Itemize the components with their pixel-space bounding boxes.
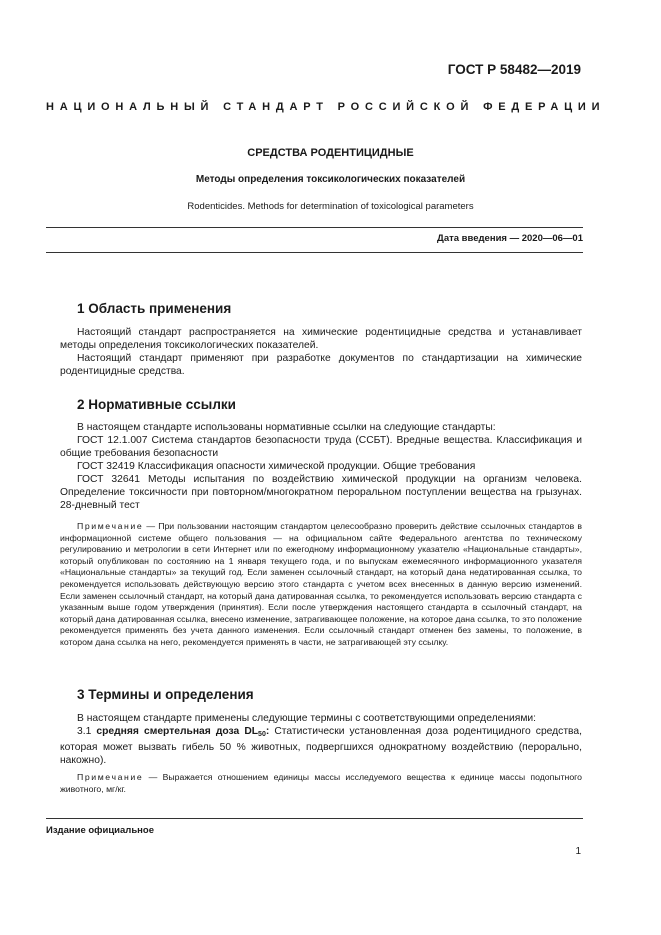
divider-top [46,227,583,228]
section-1-body [60,326,582,378]
standard-code: ГОСТ Р 58482—2019 [447,62,581,77]
document-title: СРЕДСТВА РОДЕНТИЦИДНЫЕ [247,147,414,159]
note-text: — При пользовании настоящим стандартом целесообразно проверить действие ссылочных стандартов в информационной системе общего пользования — на официальном сайте Федерального агентства по техническому регулированию и метрологии в сети Интернет или по ежегодному информационному указателю «Национальные стандарты», который опубликован по состоянию на 1 января текущего года, и по выпускам ежемесячного информационного указателя «Национальные стандарты» за текущий год. Если заменен ссылочный стандарт, на который дана недатированная ссылка, то рекомендуется использовать действующую версию этого стандарта с учетом всех внесенных в данную версию изменений. Если заменен ссылочный стандарт, на который дана датированная ссылка, то рекомендуется использовать версию стандарта с указанным выше годом утверждения (принятия). Если после утверждения настоящего стандарта в ссылочный стандарт, на который дана датированная ссылка, внесено изменение, затрагивающее положение, на которое дана ссылка, то это положение рекомендуется применять без учета данного изменения. Если ссылочный стандарт отменен без замены, то положение, в котором дана ссылка на него, рекомендуется применять в части, не затрагивающей эту ссылку. [60,521,582,647]
national-standard-banner: НАЦИОНАЛЬНЫЙ СТАНДАРТ РОССИЙСКОЙ ФЕДЕРАЦИИ [46,101,606,113]
reference-gost-32419: ГОСТ 32419 Классификация опасности химической продукции. Общие требования [77,461,476,472]
note-label: Примечание [77,772,144,782]
term-name: средняя смертельная доза $DL_{50}$: [96,726,270,738]
section-3-body [60,712,582,767]
section-2-body [60,421,582,512]
section-3-note [60,772,582,795]
section-1-heading: 1 Область применения [77,301,232,316]
section-3-paragraph: В настоящем стандарте применены следующие термины с соответствующими определениями: [77,713,537,724]
section-2-note [60,521,582,649]
term-subscript: 50 [258,731,266,738]
reference-gost-12-1-007: ГОСТ 12.1.007 Система стандартов безопасности труда (ССБТ). Вредные вещества. Классификация и общие требования безопасности [60,435,582,459]
section-2-paragraph: В настоящем стандарте использованы нормативные ссылки на следующие стандарты: [77,422,496,433]
section-1-paragraph: Настоящий стандарт применяют при разработке документов по стандартизации на химические родентицидные средства. [60,353,582,377]
section-3-heading: 3 Термины и определения [77,687,254,702]
divider-date [46,252,583,253]
term-text: Статистически установленная доза родентицидного средства, которая может вызвать гибель 50 % животных, подвергшихся однократному воздействию (перорально, накожно). [60,726,582,766]
term-number: 3.1 [77,726,97,737]
introduction-date: Дата введения — 2020—06—01 [437,233,583,244]
section-1-paragraph: Настоящий стандарт распространяется на химические родентицидные средства и устанавливает методы определения токсикологических показателей. [60,327,582,351]
document-title-english: Rodenticides. Methods for determination of toxicological parameters [187,201,474,212]
section-2-heading: 2 Нормативные ссылки [77,397,236,412]
official-edition-label: Издание официальное [46,825,154,836]
document-subtitle: Методы определения токсикологических показателей [195,174,466,185]
note-text: — Выражается отношением единицы массы исследуемого вещества к единице массы подопытного животного, мг/кг. [60,772,582,794]
page-number: 1 [575,846,581,857]
term-definition [60,725,582,767]
note-label: Примечание [77,521,144,531]
reference-gost-32641: ГОСТ 32641 Методы испытания по воздействию химической продукции на организм человека. Определение токсичности при повторном/многократном пероральном поступлении вещества на грызунах. 28-дневный тест [60,474,582,511]
divider-footer [46,818,583,819]
